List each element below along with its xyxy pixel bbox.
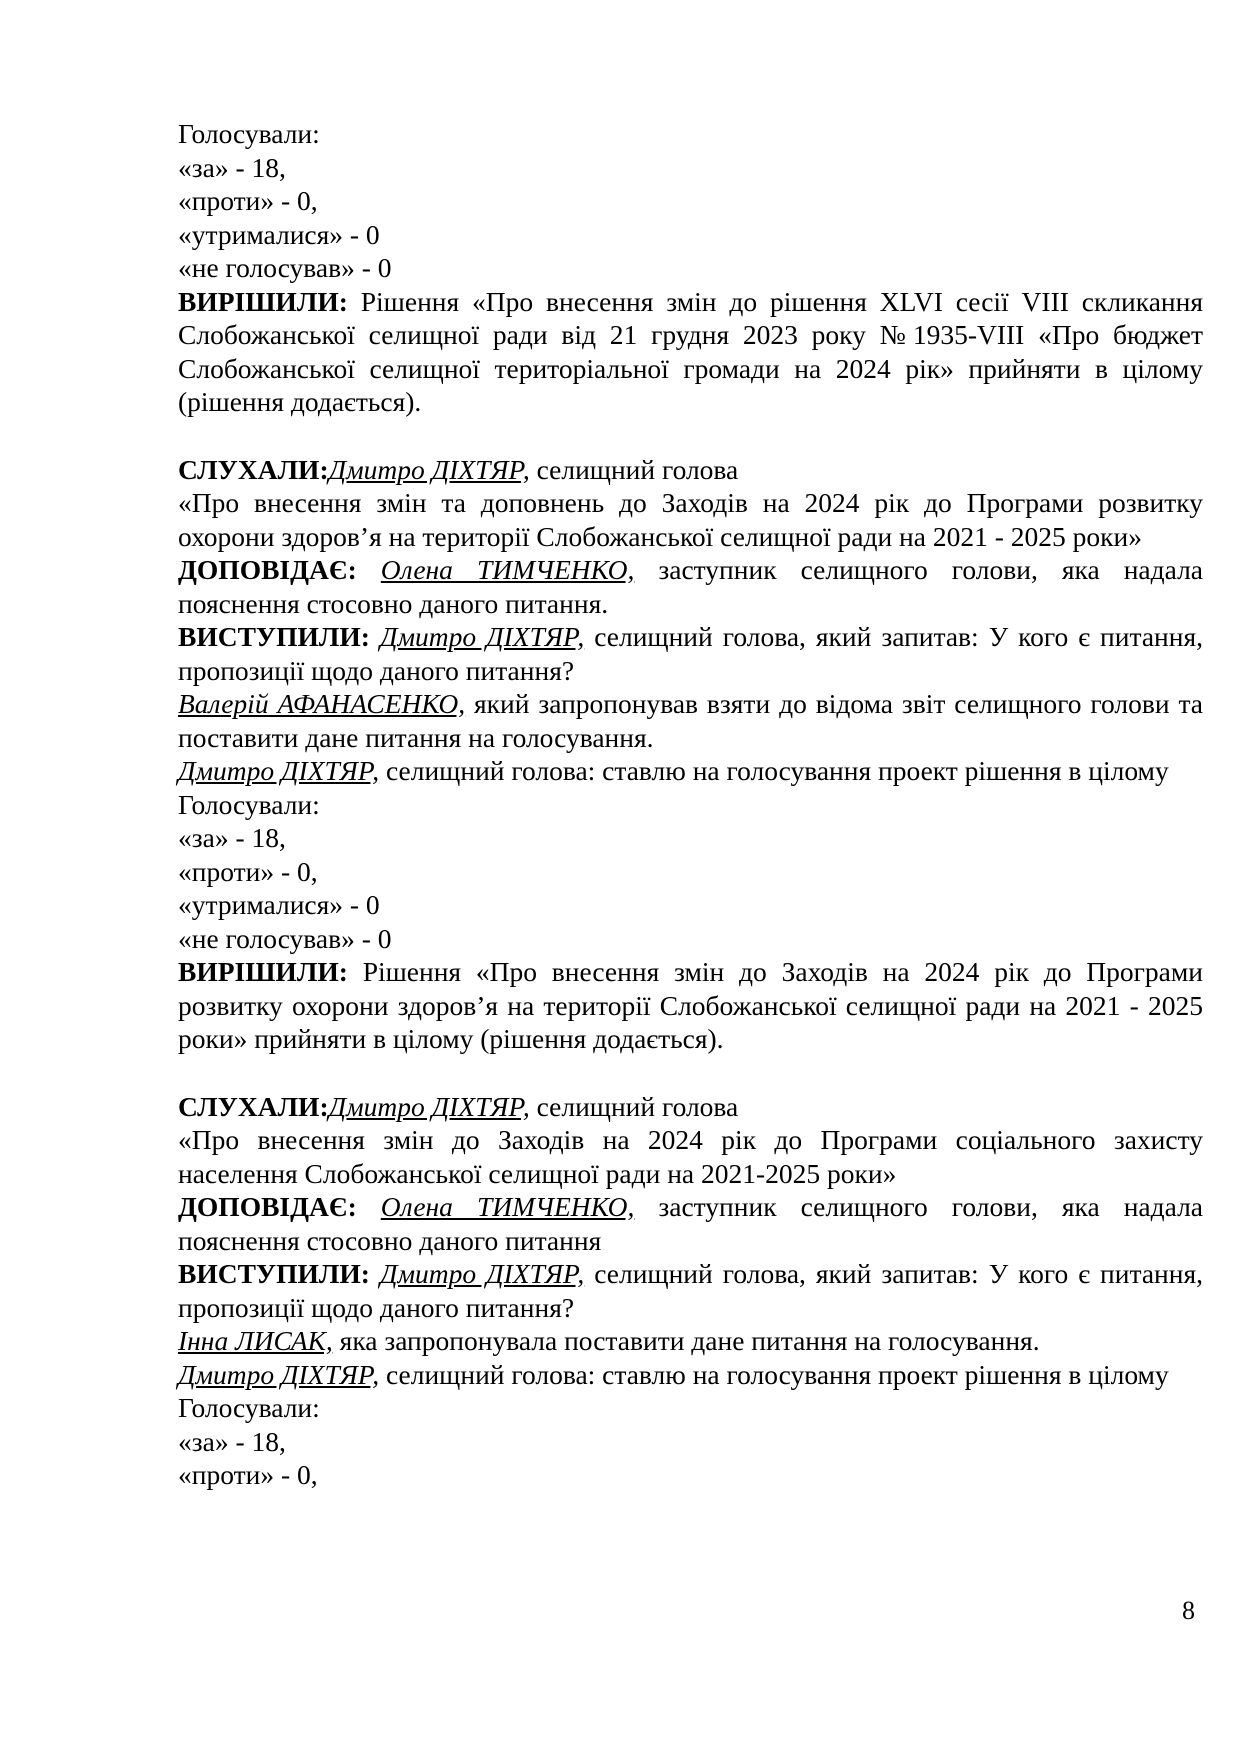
decision-text: Рішення «Про внесення змін до Заходів на 2024 рік до Програми розвитку охорони здоров’я на території Слобожанської селищної ради на 2021 - 2025 роки» прийняти в цілому (рішення додається).: [178, 956, 1204, 1054]
decision-paragraph: [178, 285, 1203, 419]
decision-label: ВИРІШИЛИ:: [178, 285, 348, 317]
vote-heading: Голосували:: [178, 1392, 320, 1423]
proposal-paragraph: [178, 687, 1203, 754]
report-text: заступник селищного голови, яка надала пояснення стосовно даного питання: [178, 1191, 1204, 1256]
spoke-name: Дмитро ДІХТЯР,: [379, 1258, 585, 1289]
put-to-vote-name: Дмитро ДІХТЯР,: [178, 755, 380, 786]
topic-paragraph: «Про внесення змін до Заходів на 2024 рік до Програми соціального захисту населення Слобожанської селищної ради на 2021-2025 роки»: [178, 1124, 1203, 1189]
heard-label: СЛУХАЛИ:: [178, 1090, 329, 1122]
report-paragraph: [178, 553, 1203, 620]
heard-role: селищний голова: [536, 453, 739, 485]
vote-abstained: «утрималися» - 0: [178, 218, 380, 250]
vote-against: «проти» - 0,: [178, 185, 318, 216]
proposal-text: який запропонував взяти до відома звіт селищного голови та поставити дане питання на голосування.: [178, 688, 1203, 753]
vote-for: «за» - 18,: [178, 822, 286, 853]
spoke-name: Дмитро ДІХТЯР,: [379, 621, 585, 652]
report-paragraph: [178, 1190, 1203, 1257]
heard-name: Дмитро ДІХТЯР,: [328, 1090, 530, 1122]
report-name: Олена ТИМЧЕНКО,: [380, 554, 635, 585]
paragraph-gap: [178, 419, 1203, 453]
heard-role: селищний голова: [536, 1090, 739, 1122]
put-to-vote-text: селищний голова: ставлю на голосування проект рішення в цілому: [385, 1358, 1169, 1390]
vote-not-voted: «не голосував» - 0: [178, 922, 392, 954]
spoke-text: селищний голова, який запитав: У кого є питання, пропозиції щодо даного питання?: [178, 1258, 1204, 1323]
report-name: Олена ТИМЧЕНКО,: [380, 1191, 635, 1222]
vote-for: «за» - 18,: [178, 151, 286, 183]
vote-abstained: «утрималися» - 0: [178, 889, 380, 920]
spoke-text: селищний голова, який запитав: У кого є питання, пропозиції щодо даного питання?: [178, 621, 1204, 686]
proposal-text: яка запропонувала поставити дане питання на голосування.: [339, 1325, 1040, 1356]
spoke-label: ВИСТУПИЛИ:: [178, 1258, 370, 1289]
topic-paragraph: «Про внесення змін та доповнень до Заходів на 2024 рік до Програми розвитку охорони здоров’я на території Слобожанської селищної ради на 2021 - 2025 роки»: [178, 487, 1203, 552]
vote-heading: Голосували:: [178, 118, 320, 149]
heard-label: СЛУХАЛИ:: [178, 453, 329, 485]
proposal-name: Інна ЛИСАК,: [178, 1325, 333, 1356]
decision-paragraph: [178, 955, 1203, 1056]
paragraph-gap: [178, 1056, 1203, 1090]
page-number: 8: [1182, 1596, 1195, 1625]
report-label: ДОПОВІДАЄ:: [178, 1191, 357, 1222]
heard-paragraph: [178, 1090, 1203, 1124]
vote-against: «проти» - 0,: [178, 1459, 318, 1490]
put-to-vote-text: селищний голова: ставлю на голосування проект рішення в цілому: [385, 755, 1169, 786]
put-to-vote-paragraph: [178, 754, 1203, 788]
decision-label: ВИРІШИЛИ:: [178, 956, 348, 987]
report-text: заступник селищного голови, яка надала пояснення стосовно даного питання.: [178, 554, 1204, 619]
put-to-vote-paragraph: [178, 1358, 1203, 1392]
vote-not-voted: «не голосував» - 0: [178, 252, 392, 283]
vote-for: «за» - 18,: [178, 1425, 286, 1457]
document-page: [178, 117, 1203, 1492]
vote-heading: Голосували:: [178, 788, 320, 820]
put-to-vote-name: Дмитро ДІХТЯР,: [178, 1358, 380, 1390]
vote-against: «проти» - 0,: [178, 855, 318, 887]
proposal-paragraph: [178, 1324, 1203, 1358]
proposal-name: Валерій АФАНАСЕНКО,: [178, 688, 466, 719]
spoke-paragraph: [178, 1257, 1203, 1324]
spoke-label: ВИСТУПИЛИ:: [178, 621, 370, 652]
spoke-paragraph: [178, 620, 1203, 687]
heard-name: Дмитро ДІХТЯР,: [328, 453, 530, 485]
report-label: ДОПОВІДАЄ:: [178, 554, 357, 585]
decision-text: Рішення «Про внесення змін до рішення XLVI сесії VIII скликання Слобожанської селищної ради від 21 грудня 2023 року №1935-VIII «Про бюджет Слобожанської селищної територіальної громади на 2024 рік» прийняти в цілому (рішення додається).: [178, 285, 1203, 417]
heard-paragraph: [178, 453, 1203, 487]
